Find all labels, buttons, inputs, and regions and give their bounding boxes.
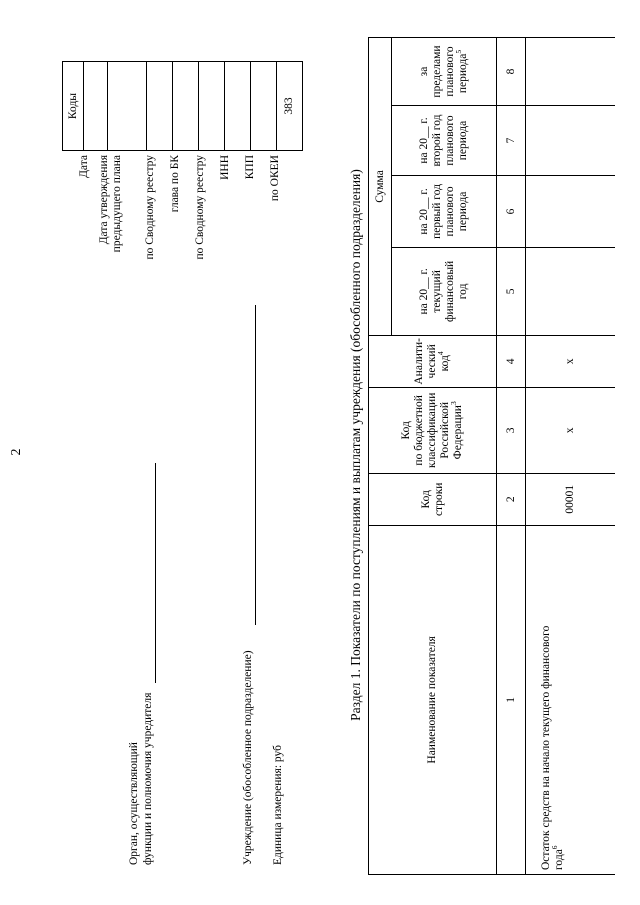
header-bk-l5: Федерации (452, 405, 464, 460)
header-sum-beyond-plan (392, 38, 497, 106)
code-cell-kpp (251, 62, 277, 151)
h-s1-l4: год (457, 283, 469, 300)
code-cell-okei: 383 (277, 62, 303, 151)
code-cell-registry-1 (147, 62, 173, 151)
row1-name (526, 525, 616, 874)
h-s4-l4: периода (457, 53, 469, 94)
institution-underline (255, 305, 256, 625)
label-approval-date-line2: предыдущего плана (111, 155, 123, 253)
label-okei: по ОКЕИ (269, 155, 281, 202)
codes-table (62, 61, 303, 151)
unit-label: Единица измерения: руб (272, 745, 284, 865)
code-cell-chapter-bk (173, 62, 199, 151)
indicators-table (368, 37, 615, 875)
h-s2-l3: планового (444, 186, 456, 237)
row1-sum-first (526, 175, 616, 247)
label-date: Дата (78, 155, 90, 178)
colnum-6: 6 (497, 175, 526, 247)
colnum-4: 4 (497, 335, 526, 387)
h-s2-l1: на 20__ г. (418, 188, 430, 235)
h-s3-l1: на 20__ г. (418, 117, 430, 164)
header-name: Наименование показателя (369, 525, 497, 874)
h-s4-l3: планового (444, 46, 456, 97)
colnum-5: 5 (497, 247, 526, 335)
header-sum-current (392, 247, 497, 335)
row1-sum-beyond (526, 38, 616, 106)
label-consolidated-registry-1: по Сводному реестру (144, 155, 156, 260)
header-line-code (369, 473, 497, 525)
row1-sum-current (526, 247, 616, 335)
organ-label-line2: функции и полномочия учредителя (142, 692, 154, 865)
h-s4-l2: пределами (431, 45, 443, 98)
header-bk-l1: Код (400, 421, 412, 440)
label-approval-date-line1: Дата утверждения (98, 155, 110, 245)
header-an-l1: Аналити- (413, 338, 425, 385)
header-bk-code (369, 387, 497, 473)
header-line-code-l1: Код (419, 490, 432, 509)
header-bk-l4: Российской (439, 401, 451, 459)
h-s1-l3: финансовый (444, 260, 456, 322)
header-an-l2: ческий (426, 344, 438, 379)
label-consolidated-registry-2: по Сводному реестру (194, 155, 206, 260)
h-s2-l4: периода (457, 191, 469, 232)
row1-name-l1: Остаток средств на начало текущего финансового (540, 625, 552, 870)
h-s1-l1: на 20__ г. (418, 268, 430, 315)
label-kpp: КПП (244, 155, 256, 180)
institution-label: Учреждение (обособленное подразделение) (242, 650, 254, 865)
header-analytic-code (369, 335, 497, 387)
h-s3-l3: планового (444, 115, 456, 166)
colnum-3: 3 (497, 387, 526, 473)
section-title: Раздел 1. Показатели по поступлениям и выплатам учреждения (обособленного подразделения) (348, 169, 363, 721)
code-cell-inn (225, 62, 251, 151)
colnum-8: 8 (497, 38, 526, 106)
code-cell-registry-2 (199, 62, 225, 151)
h-s3-l4: периода (457, 120, 469, 161)
organ-label-line1: Орган, осуществляющий (128, 742, 140, 865)
row1-analytic: x (526, 335, 616, 387)
colnum-1: 1 (497, 525, 526, 874)
colnum-2: 2 (497, 473, 526, 525)
row1-code: 00001 (526, 473, 616, 525)
h-s1-l2: текущий (431, 270, 443, 313)
header-sum: Сумма (369, 38, 392, 336)
code-cell-approval-date (108, 62, 147, 151)
organ-underline (155, 463, 156, 683)
page-number: 2 (9, 448, 24, 456)
h-s2-l2: первый год (431, 184, 443, 239)
row1-name-l2: года (553, 849, 565, 870)
row1-name-sup: 6 (550, 845, 560, 850)
codes-title: Коды (63, 62, 84, 151)
h-s3-l2: второй год (431, 114, 443, 167)
colnum-7: 7 (497, 106, 526, 176)
label-chapter-bk: глава по БК (169, 155, 181, 213)
label-inn: ИНН (219, 155, 231, 180)
code-cell-date (84, 62, 108, 151)
h-s4-sup: 5 (454, 49, 464, 54)
header-line-code-l2: строки (432, 482, 445, 517)
header-an-sup: 4 (436, 351, 446, 356)
header-bk-l3: классификации (426, 392, 438, 469)
header-bk-l2: по бюджетной (413, 395, 425, 466)
table-row (526, 38, 616, 875)
header-an-l3: код (439, 355, 451, 372)
header-sum-first-plan (392, 175, 497, 247)
column-number-row (497, 38, 526, 875)
header-sum-second-plan (392, 106, 497, 176)
header-bk-sup: 3 (449, 401, 459, 406)
row1-sum-second (526, 106, 616, 176)
h-s4-l1: за (418, 66, 430, 77)
row1-bk: x (526, 387, 616, 473)
